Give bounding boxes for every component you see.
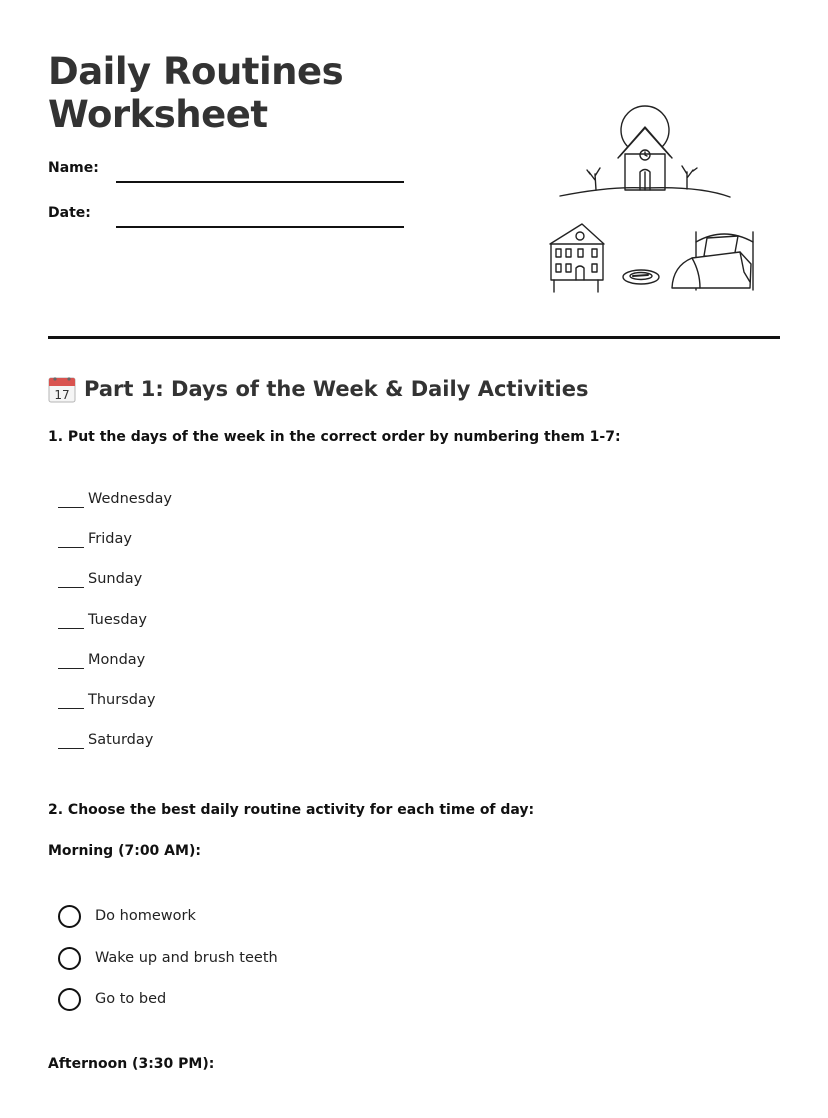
option-label: Do homework <box>95 908 196 924</box>
day-item[interactable] <box>58 571 172 611</box>
question-2-prompt: 2. Choose the best daily routine activity for each time of day: <box>48 802 535 818</box>
number-blank[interactable] <box>58 612 84 629</box>
name-blank-line[interactable] <box>116 181 404 183</box>
afternoon-label: Afternoon (3:30 PM): <box>48 1056 215 1072</box>
day-item[interactable] <box>58 491 172 531</box>
radio-button[interactable] <box>58 988 81 1011</box>
worksheet-title <box>48 50 343 136</box>
daily-routine-scene-icon <box>540 96 770 306</box>
date-blank-line[interactable] <box>116 226 404 228</box>
day-label: Sunday <box>88 571 143 588</box>
radio-button[interactable] <box>58 905 81 928</box>
name-field[interactable] <box>48 160 408 190</box>
part1-heading <box>48 372 589 406</box>
morning-options <box>58 906 278 1031</box>
title-line-2: Worksheet <box>48 93 268 136</box>
date-field[interactable] <box>48 205 408 235</box>
question-1-prompt: 1. Put the days of the week in the correct order by numbering them 1-7: <box>48 429 621 445</box>
number-blank[interactable] <box>58 732 84 749</box>
number-blank[interactable] <box>58 571 84 588</box>
days-list <box>58 491 172 772</box>
day-label: Monday <box>88 651 146 668</box>
day-item[interactable] <box>58 612 172 652</box>
option-item[interactable] <box>58 989 278 1031</box>
day-label: Wednesday <box>88 491 172 507</box>
section-divider <box>48 336 780 339</box>
number-blank[interactable] <box>58 652 84 669</box>
day-item[interactable] <box>58 732 172 772</box>
day-item[interactable] <box>58 652 172 692</box>
title-line-1: Daily Routines <box>48 50 344 93</box>
day-label: Thursday <box>88 691 156 708</box>
day-label: Saturday <box>88 732 154 749</box>
number-blank[interactable] <box>58 692 84 709</box>
option-label: Go to bed <box>95 991 167 1007</box>
day-label: Friday <box>88 531 132 548</box>
date-label: Date: <box>48 205 91 221</box>
radio-button[interactable] <box>58 947 81 970</box>
calendar-icon <box>48 375 76 403</box>
option-label: Wake up and brush teeth <box>95 949 278 966</box>
calendar-number: 17 <box>54 388 70 402</box>
day-item[interactable] <box>58 692 172 732</box>
day-item[interactable] <box>58 531 172 571</box>
number-blank[interactable] <box>58 531 84 548</box>
number-blank[interactable] <box>58 491 84 508</box>
day-label: Tuesday <box>88 611 147 628</box>
option-item[interactable] <box>58 906 278 948</box>
morning-label: Morning (7:00 AM): <box>48 843 201 859</box>
option-item[interactable] <box>58 948 278 990</box>
part1-title: Part 1: Days of the Week & Daily Activities <box>84 377 589 401</box>
name-label: Name: <box>48 160 99 176</box>
